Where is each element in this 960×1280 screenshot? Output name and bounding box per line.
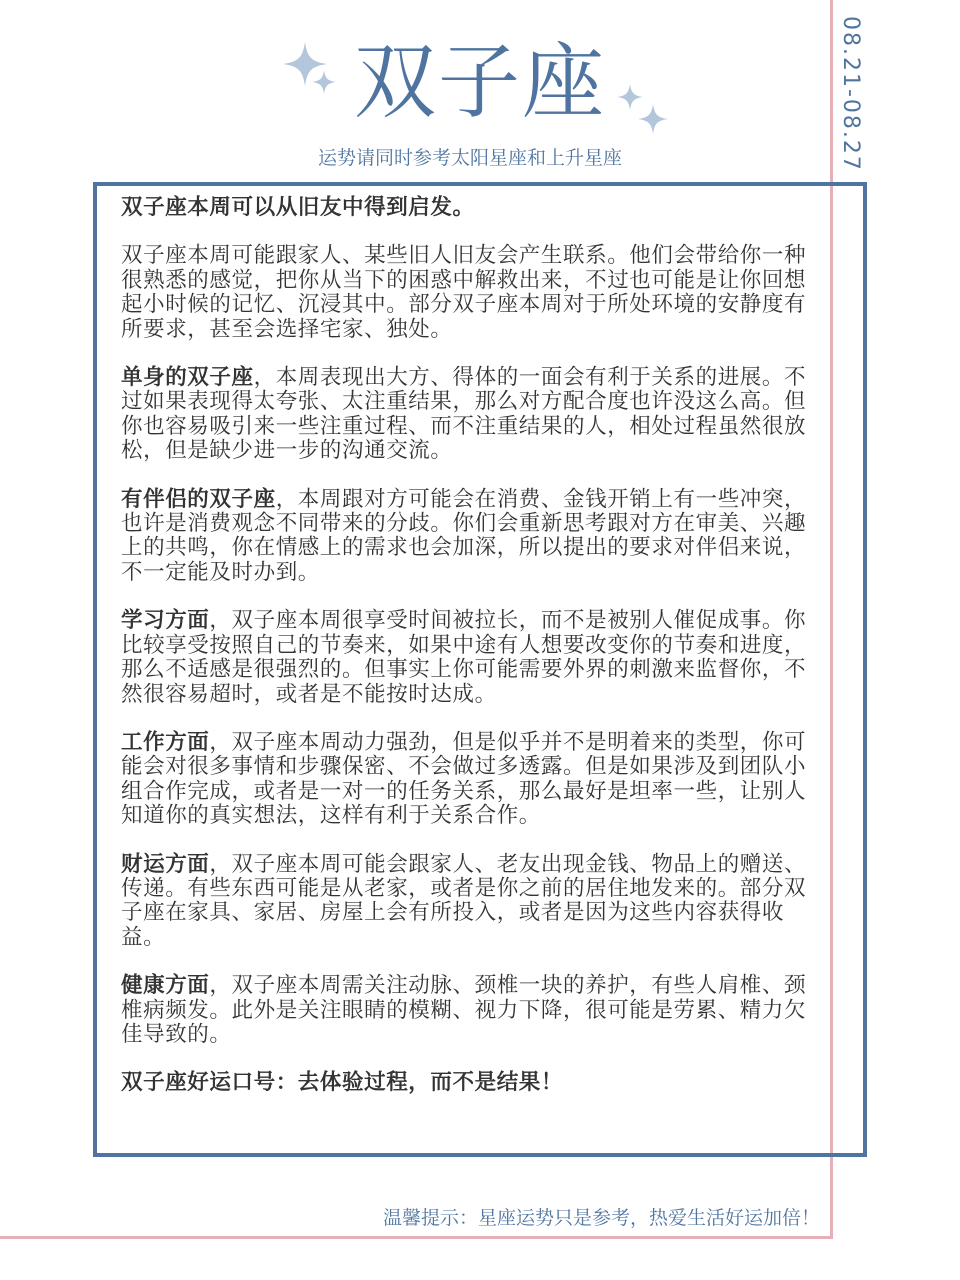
lead-sentence: 双子座本周可以从旧友中得到启发。	[121, 195, 475, 220]
section-health	[121, 974, 817, 1047]
section-heading: 健康方面	[121, 973, 210, 999]
section-text: ，本周跟对方可能会在消费、金钱开销上有一些冲突，也许是消费观念不同带来的分歧。你们会重新思考跟对方在审美、兴趣上的共鸣，你在情感上的需求也会加深，所以提出的要求对伴侣来说，不一定能及时办到。	[121, 486, 807, 585]
page-title: 双子座	[353, 35, 606, 130]
section-text: ，双子座本周需关注动脉、颈椎一块的养护，有些人肩椎、颈椎病频发。此外是关注眼睛的模糊、视力下降，很可能是劳累、精力欠佳导致的。	[121, 973, 807, 1047]
page-subtitle: 运势请同时参考太阳星座和上升星座	[317, 147, 622, 169]
date-range-label: 08.21-08.27	[838, 16, 863, 172]
section-text: ，双子座本周动力强劲，但是似乎并不是明着来的类型，你可能会对很多事情和步骤保密、不会做过多透露。但是如果涉及到团队小组合作完成，或者是一对一的任务关系，那么最好是坦率一些，让别人知道你的真实想法，这样有利于关系合作。	[121, 729, 807, 829]
sparkle-icon	[638, 104, 668, 134]
section-text: ，本周表现出大方、得体的一面会有利于关系的进展。不过如果表现得太夸张、太注重结果，那么对方配合度也许没这么高。但你也容易吸引来一些注重过程、而不注重结果的人，相处过程虽然很放松，但是缺少进一步的沟通交流。	[121, 365, 807, 464]
section-heading: 财运方面	[121, 851, 210, 877]
intro-paragraph: 双子座本周可能跟家人、某些旧人旧友会产生联系。他们会带给你一种很熟悉的感觉，把你从当下的困惑中解救出来，不过也可能是让你回想起小时候的记忆、沉浸其中。部分双子座本周对于所处环境的安静度有所要求，甚至会选择宅家、独处。	[121, 243, 807, 342]
section-partnered	[121, 488, 817, 586]
section-heading: 单身的双子座	[121, 365, 254, 391]
section-heading: 学习方面	[121, 608, 210, 634]
section-wealth	[121, 853, 817, 951]
horoscope-content	[121, 196, 817, 1096]
section-heading: 工作方面	[121, 729, 210, 755]
section-work	[121, 731, 817, 829]
section-text: ，双子座本周很享受时间被拉长，而不是被别人催促成事。你比较享受按照自己的节奏来，如果中途有人想要改变你的节奏和进度，那么不适感是很强烈的。但事实上你可能需要外界的刺激来监督你，不然很容易超时，或者是不能按时达成。	[121, 608, 807, 707]
section-study	[121, 609, 817, 707]
section-heading: 有伴侣的双子座	[121, 486, 276, 512]
lucky-slogan: 双子座好运口号：去体验过程，而不是结果！	[121, 1070, 564, 1096]
section-text: ，双子座本周可能会跟家人、老友出现金钱、物品上的赠送、传递。有些东西可能是从老家，或者是你之前的居住地发来的。部分双子座在家具、家居、房屋上会有所投入，或者是因为这些内容获得收益。	[121, 851, 807, 950]
section-single	[121, 366, 817, 464]
footer-tip: 温馨提示：星座运势只是参考，热爱生活好运加倍！	[382, 1207, 820, 1229]
pink-horizontal-line	[0, 1236, 833, 1239]
sparkle-icon	[312, 70, 336, 94]
